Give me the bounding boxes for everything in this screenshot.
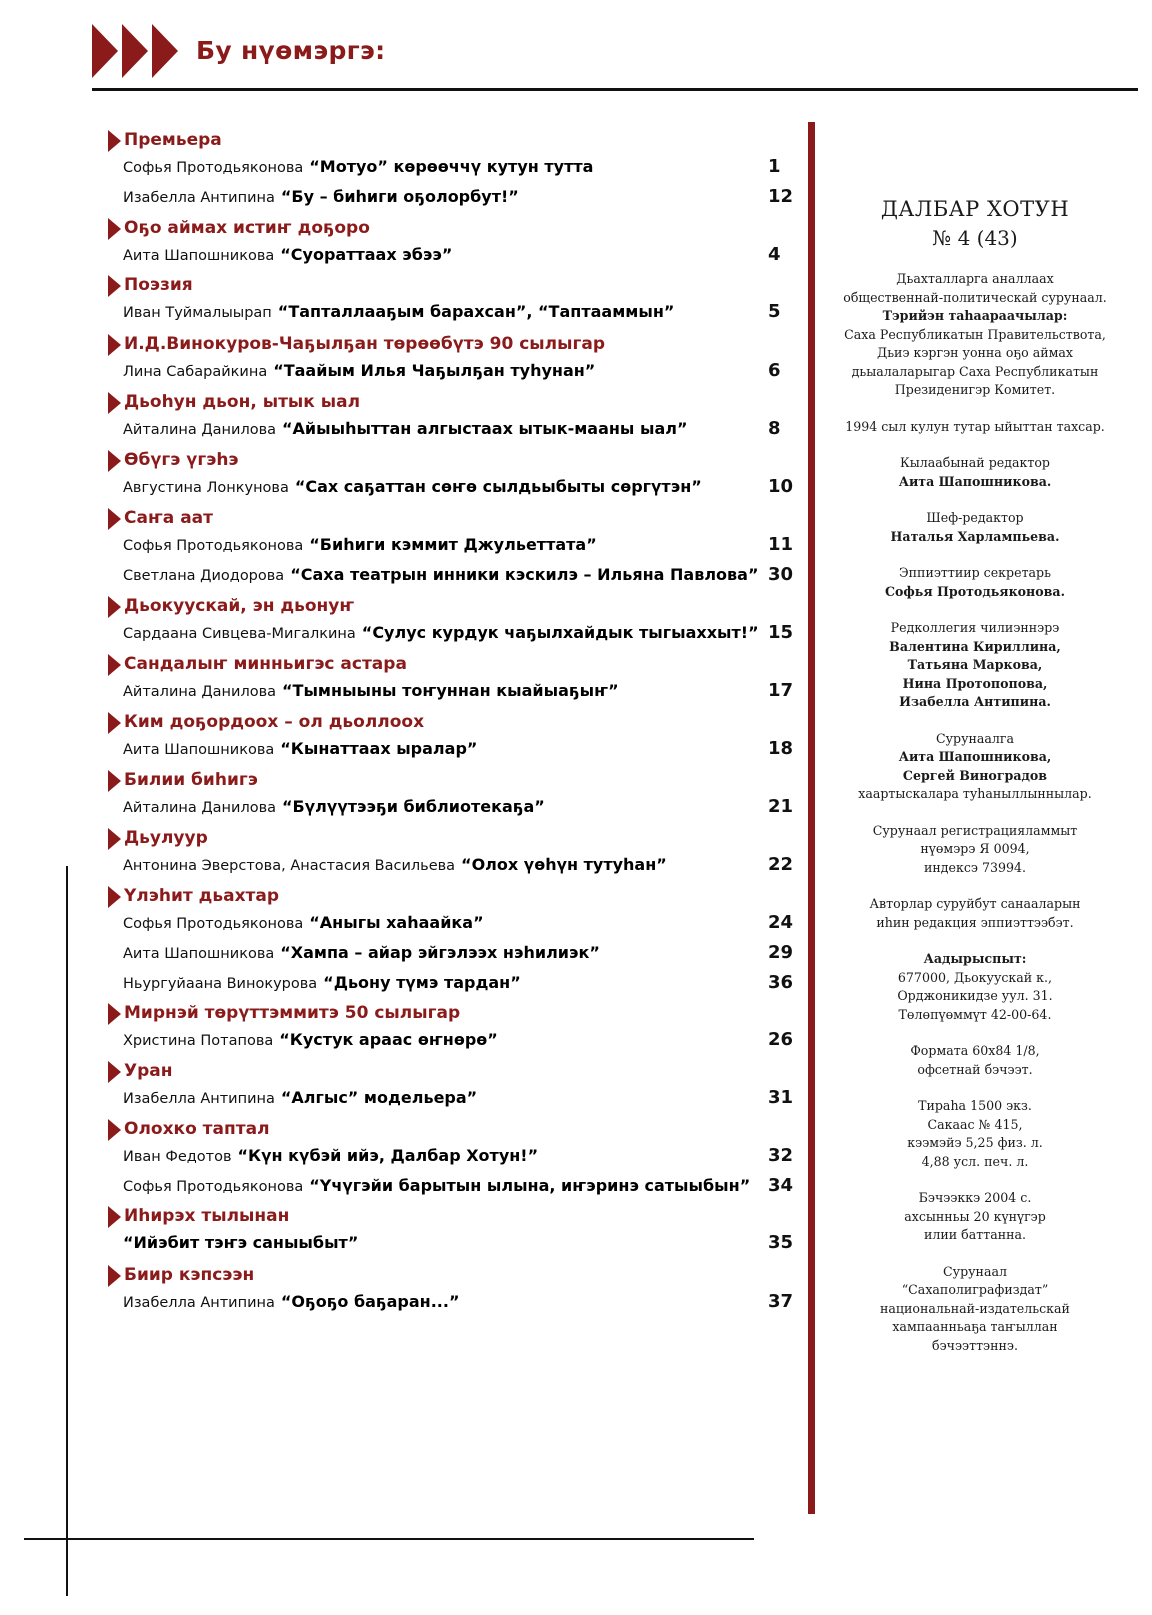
imprint-line: Формата 60х84 1/8, bbox=[910, 1043, 1040, 1058]
section-arrow-icon bbox=[108, 450, 121, 472]
section-title-text: Поэзия bbox=[124, 275, 193, 295]
section-arrow-icon bbox=[108, 275, 121, 297]
imprint-block bbox=[825, 895, 1125, 932]
toc-section bbox=[108, 332, 798, 386]
triple-triangle-arrow-icon bbox=[92, 20, 184, 82]
section-title-text: Дьокуускай, эн дьонуҥ bbox=[124, 596, 355, 616]
section-arrow-icon bbox=[108, 1206, 121, 1228]
section-title bbox=[108, 1117, 798, 1141]
imprint-line: 677000, Дьокуускай к., bbox=[897, 969, 1053, 985]
section-title bbox=[108, 1001, 798, 1025]
section-title bbox=[108, 390, 798, 414]
section-title bbox=[108, 826, 798, 850]
magazine-title: ДАЛБАР ХОТУН bbox=[880, 197, 1070, 221]
toc-entry[interactable] bbox=[108, 850, 798, 880]
entry-page-number: 35 bbox=[768, 1232, 794, 1253]
section-title bbox=[108, 448, 798, 472]
entry-author: Аита Шапошникова bbox=[123, 946, 275, 962]
section-title-text: Билии биһигэ bbox=[124, 770, 258, 790]
imprint-line: офсетнай бэчээт. bbox=[917, 1061, 1033, 1077]
entry-page-number: 32 bbox=[768, 1145, 794, 1166]
toc-section bbox=[108, 1204, 798, 1258]
section-arrow-icon bbox=[108, 218, 121, 240]
toc-section bbox=[108, 1117, 798, 1201]
imprint-line: общественнай-политическай сурунаал. bbox=[843, 289, 1107, 305]
imprint-line: 1994 сыл кулун тутар ыйыттан тахсар. bbox=[845, 418, 1105, 434]
section-title bbox=[108, 710, 798, 734]
entry-page-number: 36 bbox=[768, 972, 794, 993]
toc-section bbox=[108, 216, 798, 270]
section-title bbox=[108, 332, 798, 356]
entry-page-number: 17 bbox=[768, 680, 794, 701]
entry-title: “Биһиги кэммит Джульеттата” bbox=[309, 535, 597, 554]
entry-author: Софья Протодьяконова bbox=[123, 916, 304, 932]
entry-author: Изабелла Антипина bbox=[123, 1091, 275, 1107]
toc-section bbox=[108, 390, 798, 444]
header-rule bbox=[92, 88, 1138, 91]
entry-title: “Аныгы хаһаайка” bbox=[309, 913, 484, 932]
toc-entry[interactable] bbox=[108, 1025, 798, 1055]
imprint-line: Сакаас № 415, bbox=[927, 1116, 1023, 1132]
entry-author: Августина Лонкунова bbox=[123, 480, 289, 496]
entry-title: “Айыыһыттан алгыстаах ытык-мааны ыал” bbox=[282, 419, 688, 438]
entry-page-number: 26 bbox=[768, 1029, 794, 1050]
imprint-line: Президенигэр Комитет. bbox=[894, 382, 1056, 397]
toc-entry[interactable] bbox=[108, 1228, 798, 1258]
section-title bbox=[108, 1263, 798, 1287]
entry-author: Иван Федотов bbox=[123, 1149, 232, 1165]
section-arrow-icon bbox=[108, 712, 121, 734]
entry-title: “Бу – биһиги оҕолорбут!” bbox=[280, 187, 519, 206]
entry-page-number: 15 bbox=[768, 622, 794, 643]
masthead-column bbox=[825, 194, 1125, 1355]
entry-title: “Саха театрын инники кэскилэ – Ильяна Павлова” bbox=[290, 565, 759, 584]
section-title bbox=[108, 506, 798, 530]
entry-title: “Ийэбит тэҥэ саныыбыт” bbox=[123, 1233, 359, 1252]
imprint-line: Шеф-редактор bbox=[926, 510, 1024, 525]
toc-entry[interactable] bbox=[108, 414, 798, 444]
entry-page-number: 4 bbox=[768, 244, 781, 265]
toc-section bbox=[108, 1001, 798, 1055]
section-title-text: Биир кэпсээн bbox=[124, 1265, 255, 1285]
section-title bbox=[108, 884, 798, 908]
entry-author: Иван Туймалыырап bbox=[123, 305, 272, 321]
entry-author: Изабелла Антипина bbox=[123, 1295, 275, 1311]
section-title-text: Дьоһун дьон, ытык ыал bbox=[124, 392, 361, 412]
imprint-line: илии баттанна. bbox=[923, 1227, 1027, 1242]
toc-entry[interactable] bbox=[108, 152, 798, 182]
imprint-line: Аадырыспыт: bbox=[923, 951, 1027, 966]
section-title-text: Үлэһит дьахтар bbox=[124, 886, 280, 906]
imprint-line: дьыалаларыгар Саха Республикатын bbox=[851, 363, 1099, 379]
section-title bbox=[108, 216, 798, 240]
entry-page-number: 21 bbox=[768, 796, 794, 817]
imprint-line: Эппиэттиир секретарь bbox=[899, 565, 1051, 580]
imprint-block bbox=[825, 1189, 1125, 1245]
section-arrow-icon bbox=[108, 886, 121, 908]
toc-section bbox=[108, 594, 798, 648]
entry-page-number: 31 bbox=[768, 1087, 794, 1108]
imprint-line: Саха Республикатын Правительствота, bbox=[844, 326, 1106, 342]
entry-page-number: 24 bbox=[768, 912, 794, 933]
imprint-line: Тираһа 1500 экз. bbox=[918, 1098, 1032, 1113]
imprint-line: хампаанньаҕа таҥыллан bbox=[892, 1319, 1058, 1334]
imprint-block bbox=[825, 822, 1125, 878]
entry-author: Софья Протодьяконова bbox=[123, 160, 304, 176]
imprint-line: кээмэйэ 5,25 физ. л. bbox=[907, 1135, 1043, 1150]
section-title bbox=[108, 1204, 798, 1228]
section-title bbox=[108, 594, 798, 618]
entry-page-number: 18 bbox=[768, 738, 794, 759]
entry-author: Аита Шапошникова bbox=[123, 742, 275, 758]
entry-title: “Кынаттаах ыралар” bbox=[280, 739, 478, 758]
section-title-text: Дьулуур bbox=[124, 828, 208, 848]
section-title bbox=[108, 273, 798, 297]
imprint-line: Тэрийэн таһаараачылар: bbox=[882, 308, 1068, 323]
section-arrow-icon bbox=[108, 508, 121, 530]
imprint-block bbox=[825, 270, 1125, 400]
section-title-text: Өбүгэ үгэһэ bbox=[124, 450, 239, 470]
imprint-line: Аита Шапошникова, bbox=[898, 749, 1052, 764]
section-arrow-icon bbox=[108, 828, 121, 850]
section-arrow-icon bbox=[108, 596, 121, 618]
entry-title: “Таайым Илья Чаҕылҕан туһунан” bbox=[273, 361, 596, 380]
toc-entry[interactable] bbox=[108, 297, 798, 327]
section-title-text: Оҕо аймах истиҥ доҕоро bbox=[124, 218, 370, 238]
section-arrow-icon bbox=[108, 392, 121, 414]
toc-section bbox=[108, 128, 798, 212]
toc-entry[interactable] bbox=[108, 938, 798, 968]
entry-page-number: 34 bbox=[768, 1175, 794, 1196]
entry-page-number: 8 bbox=[768, 418, 781, 439]
section-title-text: Саҥа аат bbox=[124, 508, 213, 528]
entry-author: Христина Потапова bbox=[123, 1033, 274, 1049]
entry-author: Софья Протодьяконова bbox=[123, 1179, 304, 1195]
imprint-line: индексэ 73994. bbox=[923, 859, 1027, 875]
imprint-line: Дьиэ кэргэн уонна оҕо аймах bbox=[876, 345, 1074, 360]
entry-title: “Олох үөһүн тутуһан” bbox=[461, 855, 667, 874]
entry-author: Айталина Данилова bbox=[123, 422, 277, 438]
page-title: Бу нүөмэргэ: bbox=[196, 36, 386, 65]
imprint-block bbox=[825, 418, 1125, 437]
imprint-block bbox=[825, 1263, 1125, 1356]
imprint-line: Сурунаал bbox=[943, 1263, 1007, 1279]
toc-section bbox=[108, 1059, 798, 1113]
entry-author: Светлана Диодорова bbox=[123, 568, 285, 584]
section-arrow-icon bbox=[108, 654, 121, 676]
imprint-block bbox=[825, 619, 1125, 712]
entry-title: “Хампа – айар эйгэлээх нэһилиэк” bbox=[280, 943, 600, 962]
imprint-line: Наталья Харлампьева. bbox=[890, 528, 1060, 544]
imprint-line: 4,88 усл. печ. л. bbox=[921, 1153, 1029, 1169]
imprint-block bbox=[825, 509, 1125, 546]
vertical-divider bbox=[808, 122, 815, 1514]
section-title-text: Сандалыҥ минньигэс астара bbox=[124, 654, 407, 674]
imprint-line: “Сахаполиграфиздат” bbox=[901, 1282, 1049, 1297]
imprint-line: нүөмэрэ Я 0094, bbox=[920, 841, 1030, 856]
issue-number: № 4 (43) bbox=[932, 226, 1018, 250]
section-title bbox=[108, 128, 798, 152]
imprint-line: Бэчээккэ 2004 с. bbox=[918, 1190, 1032, 1205]
entry-title: “Күн күбэй ийэ, Далбар Хотун!” bbox=[237, 1146, 539, 1165]
imprint-line: Валентина Кириллина, bbox=[889, 638, 1061, 654]
entry-title: “Сулус курдук чаҕылхайдык тыгыаххыт!” bbox=[361, 623, 759, 642]
imprint-line: ахсынньы 20 күнүгэр bbox=[904, 1208, 1046, 1224]
section-arrow-icon bbox=[108, 1061, 121, 1083]
entry-title: “Дьону түмэ тардан” bbox=[323, 973, 521, 992]
imprint-block bbox=[825, 1042, 1125, 1079]
imprint-line: Авторлар суруйбут санааларын bbox=[869, 896, 1081, 911]
section-title-text: Иһирэх тылынан bbox=[124, 1206, 290, 1226]
section-title-text: Премьера bbox=[124, 130, 222, 150]
imprint-block bbox=[825, 950, 1125, 1024]
toc-section bbox=[108, 652, 798, 706]
imprint-line: Татьяна Маркова, bbox=[907, 657, 1043, 672]
entry-title: “Суораттаах эбээ” bbox=[280, 245, 453, 264]
toc-entry[interactable] bbox=[108, 1171, 798, 1201]
entry-title: “Алгыс” модельера” bbox=[280, 1088, 478, 1107]
toc-section bbox=[108, 884, 798, 998]
entry-page-number: 29 bbox=[768, 942, 794, 963]
imprint-line: хаартыскалара туһаныллыннылар. bbox=[858, 786, 1092, 801]
section-arrow-icon bbox=[108, 130, 121, 152]
entry-author: Сардаана Сивцева-Мигалкина bbox=[123, 626, 356, 642]
toc-entry[interactable] bbox=[108, 908, 798, 938]
entry-title: “Үчүгэйи барытын ылына, иҥэринэ сатыыбын” bbox=[309, 1176, 751, 1195]
imprint-line: Нина Протопопова, bbox=[902, 675, 1048, 691]
section-arrow-icon bbox=[108, 1119, 121, 1141]
imprint-line: Изабелла Антипина. bbox=[899, 694, 1051, 709]
entry-title: “Сах саҕаттан сөҥө сылдьыбыты сөргүтэн” bbox=[294, 477, 702, 496]
entry-author: Айталина Данилова bbox=[123, 684, 277, 700]
entry-author: Софья Протодьяконова bbox=[123, 538, 304, 554]
toc-section bbox=[108, 768, 798, 822]
toc-section bbox=[108, 506, 798, 590]
section-title-text: Мирнэй төрүттэммитэ 50 сылыгар bbox=[124, 1003, 461, 1023]
imprint-line: Орджоникидзе уул. 31. bbox=[897, 988, 1053, 1003]
entry-author: Лина Сабарайкина bbox=[123, 364, 268, 380]
toc-entry[interactable] bbox=[108, 968, 798, 998]
toc-entry[interactable] bbox=[108, 560, 798, 590]
entry-page-number: 1 bbox=[768, 156, 781, 177]
entry-page-number: 5 bbox=[768, 301, 781, 322]
imprint-line: бэчээттэннэ. bbox=[932, 1337, 1018, 1353]
section-title-text: Ким доҕордоох – ол дьоллоох bbox=[124, 712, 425, 732]
imprint-block bbox=[825, 454, 1125, 491]
toc-entry[interactable] bbox=[108, 618, 798, 648]
section-arrow-icon bbox=[108, 770, 121, 792]
crop-mark-vertical bbox=[66, 866, 68, 1596]
imprint-block bbox=[825, 730, 1125, 804]
crop-mark-horizontal bbox=[24, 1538, 754, 1540]
entry-author: Изабелла Антипина bbox=[123, 190, 275, 206]
toc-section bbox=[108, 273, 798, 327]
toc-entry[interactable] bbox=[108, 530, 798, 560]
toc-entry[interactable] bbox=[108, 1141, 798, 1171]
entry-page-number: 30 bbox=[768, 564, 794, 585]
toc-section bbox=[108, 448, 798, 502]
entry-page-number: 12 bbox=[768, 186, 794, 207]
entry-author: Айталина Данилова bbox=[123, 800, 277, 816]
toc-entry[interactable] bbox=[108, 1083, 798, 1113]
imprint-line: Кылаабынай редактор bbox=[900, 455, 1050, 470]
entry-page-number: 22 bbox=[768, 854, 794, 875]
entry-page-number: 6 bbox=[768, 360, 781, 381]
imprint-info bbox=[825, 270, 1125, 1355]
toc-entry[interactable] bbox=[108, 1287, 798, 1317]
entry-author: Ньургуйаана Винокурова bbox=[123, 976, 318, 992]
imprint-line: Редколлегия чилиэннэрэ bbox=[890, 620, 1060, 635]
page-header bbox=[92, 20, 1138, 92]
section-title bbox=[108, 652, 798, 676]
imprint-line: Дьахталларга аналлаах bbox=[896, 271, 1054, 286]
imprint-line: национальнай-издательскай bbox=[880, 1300, 1070, 1316]
entry-title: “Бүлүүтээҕи библиотекаҕа” bbox=[282, 797, 545, 816]
imprint-line: Софья Протодьяконова. bbox=[885, 583, 1065, 599]
imprint-line: иһин редакция эппиэттээбэт. bbox=[876, 914, 1074, 930]
toc-section bbox=[108, 1263, 798, 1317]
entry-title: “Кустук араас өҥнөрө” bbox=[279, 1030, 498, 1049]
entry-page-number: 37 bbox=[768, 1291, 794, 1312]
toc-entry[interactable] bbox=[108, 356, 798, 386]
imprint-line: Сурунаал регистрацияламмыт bbox=[872, 822, 1078, 838]
toc-entry[interactable] bbox=[108, 676, 798, 706]
imprint-line: Аита Шапошникова. bbox=[898, 473, 1052, 489]
entry-page-number: 11 bbox=[768, 534, 794, 555]
section-arrow-icon bbox=[108, 1003, 121, 1025]
entry-title: “Оҕоҕо баҕаран...” bbox=[280, 1292, 460, 1311]
entry-author: Антонина Эверстова, Анастасия Васильева bbox=[123, 858, 456, 874]
section-title bbox=[108, 768, 798, 792]
section-title bbox=[108, 1059, 798, 1083]
entry-title: “Тымныыны тоҥуннан кыайыаҕыҥ” bbox=[282, 681, 619, 700]
toc-section bbox=[108, 826, 798, 880]
toc-entry[interactable] bbox=[108, 472, 798, 502]
imprint-block bbox=[825, 1097, 1125, 1171]
entry-page-number: 10 bbox=[768, 476, 794, 497]
entry-title: “Мотуо” көрөөччү кутун тутта bbox=[309, 157, 594, 176]
section-arrow-icon bbox=[108, 1265, 121, 1287]
imprint-line: Сурунаалга bbox=[935, 730, 1015, 746]
toc-section bbox=[108, 710, 798, 764]
toc-entry[interactable] bbox=[108, 240, 798, 270]
imprint-line: Сергей Виноградов bbox=[902, 767, 1048, 783]
section-title-text: Уран bbox=[124, 1061, 173, 1081]
section-title-text: Олохко таптал bbox=[124, 1119, 270, 1139]
toc-entry[interactable] bbox=[108, 792, 798, 822]
entry-author: Аита Шапошникова bbox=[123, 248, 275, 264]
imprint-block bbox=[825, 564, 1125, 601]
section-arrow-icon bbox=[108, 334, 121, 356]
section-title-text: И.Д.Винокуров-Чаҕылҕан төрөөбүтэ 90 сылыгар bbox=[124, 334, 606, 354]
toc-entry[interactable] bbox=[108, 182, 798, 212]
imprint-line: Төлөпүөммүт 42-00-64. bbox=[898, 1006, 1052, 1022]
toc-entry[interactable] bbox=[108, 734, 798, 764]
entry-title: “Тапталлааҕым барахсан”, “Таптааммын” bbox=[277, 302, 675, 321]
